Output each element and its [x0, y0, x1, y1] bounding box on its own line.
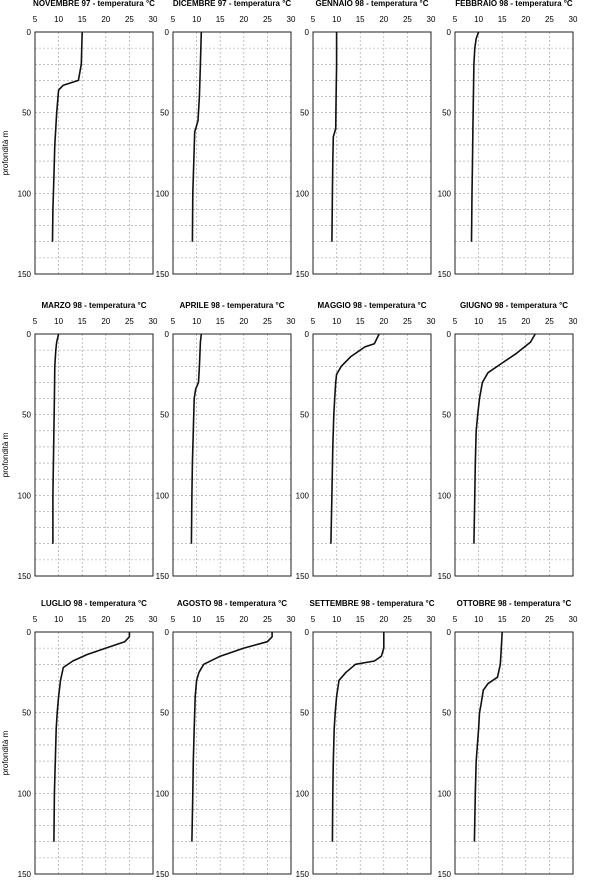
chart-panel	[438, 301, 578, 581]
y-tick-label: 150	[295, 572, 309, 581]
x-tick-label: 10	[192, 15, 202, 24]
chart-panel	[156, 301, 296, 581]
x-tick-label: 30	[426, 15, 436, 24]
x-tick-label: 20	[379, 615, 389, 624]
x-tick-label: 25	[262, 15, 272, 24]
y-tick-label: 50	[300, 410, 309, 420]
y-tick-label: 0	[164, 330, 169, 339]
chart-title: GENNAIO 98 - temperatura °C	[315, 0, 429, 8]
x-tick-label: 30	[286, 615, 296, 624]
x-tick-label: 10	[54, 615, 64, 624]
y-tick-label: 0	[26, 28, 31, 37]
chart-panel	[1, 301, 158, 581]
y-tick-label: 100	[295, 189, 309, 199]
x-tick-label: 15	[215, 317, 225, 326]
chart-title: MAGGIO 98 - temperatura °C	[317, 301, 427, 310]
x-tick-label: 25	[402, 615, 412, 624]
y-tick-label: 100	[17, 491, 31, 501]
y-tick-label: 0	[304, 330, 309, 339]
temperature-profile-line	[53, 334, 59, 544]
y-tick-label: 0	[304, 28, 309, 37]
x-tick-label: 20	[379, 15, 389, 24]
x-tick-label: 30	[148, 317, 158, 326]
chart-title: MARZO 98 - temperatura °C	[41, 301, 147, 310]
y-tick-label: 50	[160, 410, 169, 420]
y-tick-label: 0	[26, 330, 31, 339]
y-tick-label: 100	[155, 789, 169, 799]
x-tick-label: 10	[332, 615, 342, 624]
temperature-profile-line	[192, 632, 272, 842]
x-tick-label: 20	[239, 15, 249, 24]
chart-panel	[296, 0, 436, 279]
plot-frame	[455, 334, 573, 576]
y-tick-label: 150	[17, 270, 31, 279]
y-tick-label: 100	[437, 189, 451, 199]
x-tick-label: 10	[332, 317, 342, 326]
x-tick-label: 20	[239, 317, 249, 326]
x-tick-label: 20	[101, 317, 111, 326]
y-tick-label: 50	[300, 708, 309, 718]
y-tick-label: 50	[160, 108, 169, 118]
temperature-profile-line	[331, 334, 379, 544]
x-tick-label: 30	[286, 317, 296, 326]
x-tick-label: 20	[379, 317, 389, 326]
temperature-profile-line	[53, 32, 83, 242]
x-tick-label: 10	[54, 15, 64, 24]
chart-title: LUGLIO 98 - temperatura °C	[41, 599, 147, 608]
chart-panel	[296, 599, 436, 879]
x-tick-label: 5	[32, 615, 38, 624]
chart-title: SETTEMBRE 98 - temperatura °C	[309, 599, 435, 608]
x-tick-label: 10	[192, 317, 202, 326]
x-tick-label: 5	[170, 317, 176, 326]
chart-title: DICEMBRE 97 - temperatura °C	[172, 0, 292, 8]
plot-frame	[173, 32, 291, 274]
y-tick-label: 150	[17, 870, 31, 879]
x-tick-label: 25	[544, 317, 554, 326]
y-tick-label: 150	[17, 572, 31, 581]
y-tick-label: 100	[17, 789, 31, 799]
x-tick-label: 20	[521, 317, 531, 326]
y-tick-label: 150	[155, 572, 169, 581]
x-tick-label: 15	[77, 15, 87, 24]
x-tick-label: 5	[32, 15, 38, 24]
y-axis-label: profondità m	[1, 432, 10, 478]
x-tick-label: 30	[286, 15, 296, 24]
plot-frame	[313, 632, 431, 874]
y-tick-label: 0	[304, 628, 309, 637]
x-tick-label: 5	[170, 615, 176, 624]
chart-title: AGOSTO 98 - temperatura °C	[176, 599, 288, 608]
x-tick-label: 30	[568, 317, 578, 326]
y-tick-label: 100	[437, 491, 451, 501]
chart-title: NOVEMBRE 97 - temperatura °C	[33, 0, 155, 8]
y-tick-label: 150	[295, 270, 309, 279]
x-tick-label: 15	[497, 15, 507, 24]
x-tick-label: 15	[355, 15, 365, 24]
x-tick-label: 20	[101, 15, 111, 24]
y-tick-label: 50	[22, 410, 31, 420]
x-tick-label: 5	[310, 15, 316, 24]
x-tick-label: 15	[497, 317, 507, 326]
y-tick-label: 50	[442, 410, 451, 420]
chart-title: OTTOBRE 98 - temperatura °C	[456, 599, 572, 608]
temperature-profile-line	[332, 632, 383, 842]
chart-panel	[438, 599, 578, 879]
plot-frame	[173, 632, 291, 874]
x-tick-label: 5	[452, 317, 458, 326]
chart-panel	[438, 0, 578, 279]
x-tick-label: 30	[426, 317, 436, 326]
plot-frame	[313, 32, 431, 274]
x-tick-label: 25	[262, 317, 272, 326]
y-axis-label: profondità m	[1, 130, 10, 176]
y-tick-label: 50	[442, 108, 451, 118]
x-tick-label: 15	[215, 615, 225, 624]
chart-panel	[296, 301, 436, 581]
chart-panel	[1, 0, 158, 279]
x-tick-label: 10	[192, 615, 202, 624]
y-tick-label: 150	[437, 870, 451, 879]
y-tick-label: 50	[160, 708, 169, 718]
x-tick-label: 25	[402, 15, 412, 24]
x-tick-label: 10	[332, 15, 342, 24]
x-tick-label: 25	[124, 317, 134, 326]
plot-frame	[455, 632, 573, 874]
y-tick-label: 100	[17, 189, 31, 199]
y-tick-label: 100	[437, 789, 451, 799]
x-tick-label: 30	[148, 15, 158, 24]
chart-title: GIUGNO 98 - temperatura °C	[459, 301, 569, 310]
x-tick-label: 25	[544, 15, 554, 24]
x-tick-label: 10	[474, 15, 484, 24]
x-tick-label: 5	[170, 15, 176, 24]
x-tick-label: 10	[54, 317, 64, 326]
x-tick-label: 15	[497, 615, 507, 624]
y-tick-label: 0	[164, 28, 169, 37]
x-tick-label: 10	[474, 317, 484, 326]
y-tick-label: 0	[164, 628, 169, 637]
x-tick-label: 25	[544, 615, 554, 624]
x-tick-label: 5	[452, 615, 458, 624]
x-tick-label: 25	[124, 15, 134, 24]
y-axis-label: profondità m	[1, 730, 10, 776]
x-tick-label: 25	[124, 615, 134, 624]
temperature-profile-line	[332, 32, 337, 242]
y-tick-label: 50	[22, 708, 31, 718]
chart-panel	[1, 599, 158, 879]
temperature-profile-line	[54, 632, 129, 842]
x-tick-label: 5	[310, 615, 316, 624]
y-tick-label: 150	[155, 270, 169, 279]
plot-frame	[35, 632, 153, 874]
x-tick-label: 20	[101, 615, 111, 624]
x-tick-label: 20	[521, 15, 531, 24]
x-tick-label: 20	[521, 615, 531, 624]
y-tick-label: 150	[155, 870, 169, 879]
temperature-profile-line	[472, 32, 479, 242]
x-tick-label: 30	[568, 615, 578, 624]
x-tick-label: 5	[452, 15, 458, 24]
chart-panel	[156, 0, 296, 279]
y-tick-label: 0	[446, 330, 451, 339]
x-tick-label: 15	[77, 615, 87, 624]
chart-title: FEBBRAIO 98 - temperatura °C	[455, 0, 573, 8]
y-tick-label: 0	[446, 628, 451, 637]
x-tick-label: 5	[310, 317, 316, 326]
x-tick-label: 30	[148, 615, 158, 624]
x-tick-label: 5	[32, 317, 38, 326]
x-tick-label: 20	[239, 615, 249, 624]
y-tick-label: 50	[22, 108, 31, 118]
chart-panel	[156, 599, 296, 879]
y-tick-label: 100	[295, 491, 309, 501]
x-tick-label: 30	[568, 15, 578, 24]
y-tick-label: 0	[446, 28, 451, 37]
y-tick-label: 50	[442, 708, 451, 718]
x-tick-label: 15	[77, 317, 87, 326]
temperature-profile-line	[474, 632, 502, 842]
y-tick-label: 150	[437, 572, 451, 581]
x-tick-label: 15	[355, 615, 365, 624]
chart-title: APRILE 98 - temperatura °C	[179, 301, 285, 310]
x-tick-label: 25	[402, 317, 412, 326]
y-tick-label: 100	[155, 491, 169, 501]
x-tick-label: 30	[426, 615, 436, 624]
y-tick-label: 100	[295, 789, 309, 799]
y-tick-label: 150	[295, 870, 309, 879]
y-tick-label: 50	[300, 108, 309, 118]
x-tick-label: 15	[215, 15, 225, 24]
x-tick-label: 25	[262, 615, 272, 624]
y-tick-label: 0	[26, 628, 31, 637]
x-tick-label: 10	[474, 615, 484, 624]
y-tick-label: 150	[437, 270, 451, 279]
y-tick-label: 100	[155, 189, 169, 199]
x-tick-label: 15	[355, 317, 365, 326]
